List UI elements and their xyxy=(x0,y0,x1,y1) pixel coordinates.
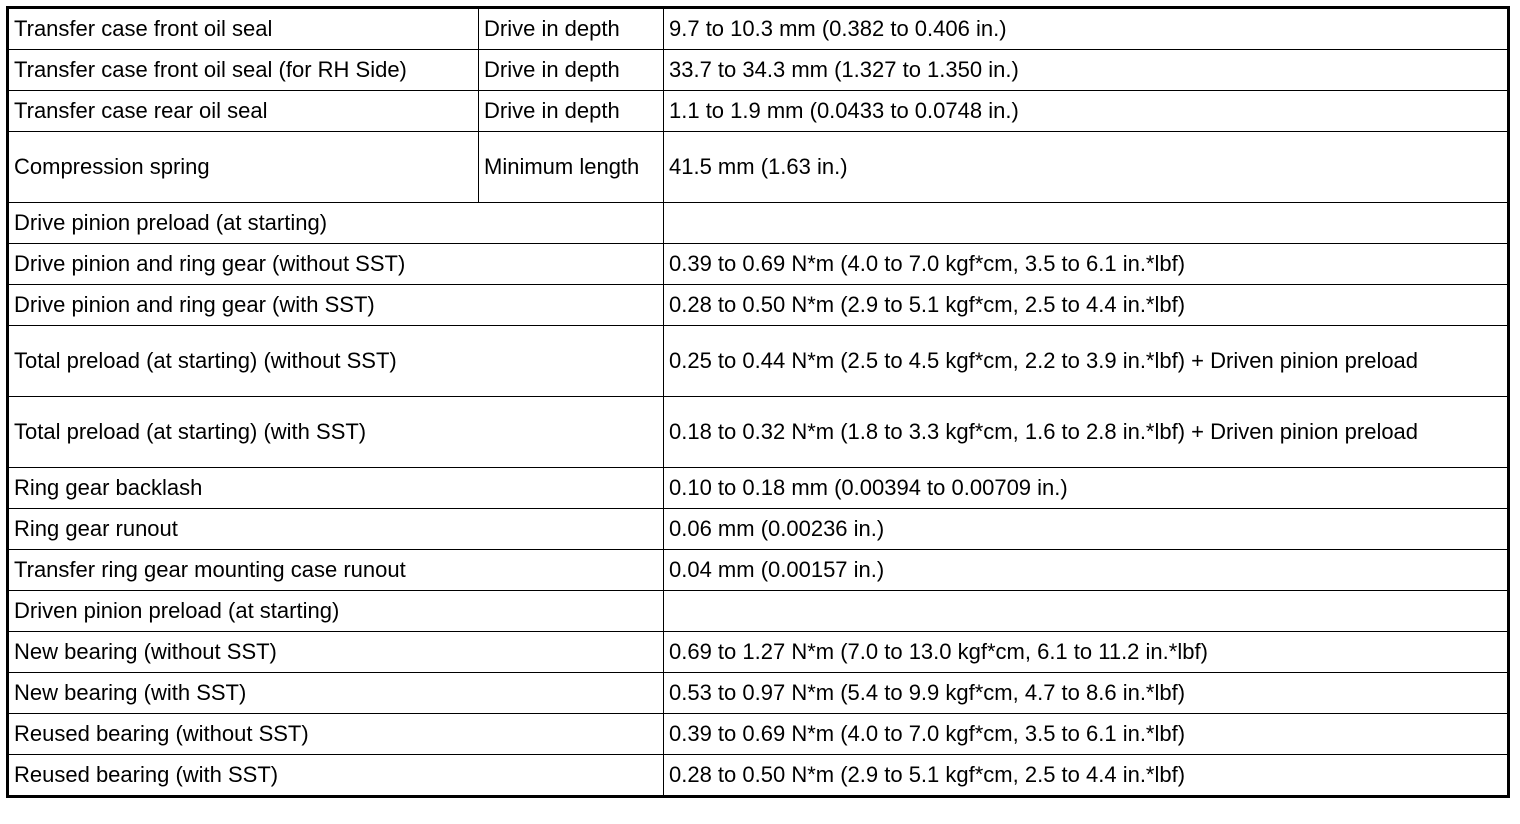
value-cell: 41.5 mm (1.63 in.) xyxy=(664,132,1509,203)
table-row xyxy=(8,50,1509,91)
condition-cell: Drive in depth xyxy=(479,8,664,50)
item-cell: Reused bearing (with SST) xyxy=(8,755,664,797)
value-cell: 0.39 to 0.69 N*m (4.0 to 7.0 kgf*cm, 3.5 to 6.1 in.*lbf) xyxy=(664,714,1509,755)
item-cell: Total preload (at starting) (without SST) xyxy=(8,326,664,397)
table-row xyxy=(8,244,1509,285)
value-cell: 0.10 to 0.18 mm (0.00394 to 0.00709 in.) xyxy=(664,468,1509,509)
item-cell: Drive pinion preload (at starting) xyxy=(8,203,664,244)
item-cell: Transfer case front oil seal (for RH Side) xyxy=(8,50,479,91)
value-cell: 9.7 to 10.3 mm (0.382 to 0.406 in.) xyxy=(664,8,1509,50)
value-cell: 0.25 to 0.44 N*m (2.5 to 4.5 kgf*cm, 2.2 to 3.9 in.*lbf) + Driven pinion preload xyxy=(664,326,1509,397)
table-row xyxy=(8,203,1509,244)
item-cell: New bearing (with SST) xyxy=(8,673,664,714)
item-cell: Transfer ring gear mounting case runout xyxy=(8,550,664,591)
condition-cell: Drive in depth xyxy=(479,50,664,91)
table-row xyxy=(8,326,1509,397)
item-cell: Drive pinion and ring gear (with SST) xyxy=(8,285,664,326)
item-cell: Transfer case rear oil seal xyxy=(8,91,479,132)
item-cell: Ring gear runout xyxy=(8,509,664,550)
specification-table xyxy=(6,6,1510,798)
table-row xyxy=(8,285,1509,326)
item-cell: New bearing (without SST) xyxy=(8,632,664,673)
value-cell: 0.69 to 1.27 N*m (7.0 to 13.0 kgf*cm, 6.1 to 11.2 in.*lbf) xyxy=(664,632,1509,673)
value-cell: 0.39 to 0.69 N*m (4.0 to 7.0 kgf*cm, 3.5 to 6.1 in.*lbf) xyxy=(664,244,1509,285)
value-cell: 0.53 to 0.97 N*m (5.4 to 9.9 kgf*cm, 4.7 to 8.6 in.*lbf) xyxy=(664,673,1509,714)
item-cell: Compression spring xyxy=(8,132,479,203)
value-cell: 0.18 to 0.32 N*m (1.8 to 3.3 kgf*cm, 1.6 to 2.8 in.*lbf) + Driven pinion preload xyxy=(664,397,1509,468)
table-row xyxy=(8,397,1509,468)
table-row xyxy=(8,550,1509,591)
item-cell: Total preload (at starting) (with SST) xyxy=(8,397,664,468)
table-row xyxy=(8,132,1509,203)
item-cell: Driven pinion preload (at starting) xyxy=(8,591,664,632)
value-cell xyxy=(664,203,1509,244)
value-cell: 1.1 to 1.9 mm (0.0433 to 0.0748 in.) xyxy=(664,91,1509,132)
value-cell: 33.7 to 34.3 mm (1.327 to 1.350 in.) xyxy=(664,50,1509,91)
value-cell xyxy=(664,591,1509,632)
table-row xyxy=(8,632,1509,673)
table-row xyxy=(8,673,1509,714)
table-row xyxy=(8,8,1509,50)
table-row xyxy=(8,509,1509,550)
table-row xyxy=(8,468,1509,509)
table-row xyxy=(8,755,1509,797)
condition-cell: Minimum length xyxy=(479,132,664,203)
value-cell: 0.28 to 0.50 N*m (2.9 to 5.1 kgf*cm, 2.5 to 4.4 in.*lbf) xyxy=(664,755,1509,797)
table-row xyxy=(8,91,1509,132)
item-cell: Reused bearing (without SST) xyxy=(8,714,664,755)
condition-cell: Drive in depth xyxy=(479,91,664,132)
value-cell: 0.28 to 0.50 N*m (2.9 to 5.1 kgf*cm, 2.5 to 4.4 in.*lbf) xyxy=(664,285,1509,326)
item-cell: Drive pinion and ring gear (without SST) xyxy=(8,244,664,285)
table-row xyxy=(8,714,1509,755)
table-row xyxy=(8,591,1509,632)
value-cell: 0.06 mm (0.00236 in.) xyxy=(664,509,1509,550)
value-cell: 0.04 mm (0.00157 in.) xyxy=(664,550,1509,591)
item-cell: Transfer case front oil seal xyxy=(8,8,479,50)
item-cell: Ring gear backlash xyxy=(8,468,664,509)
